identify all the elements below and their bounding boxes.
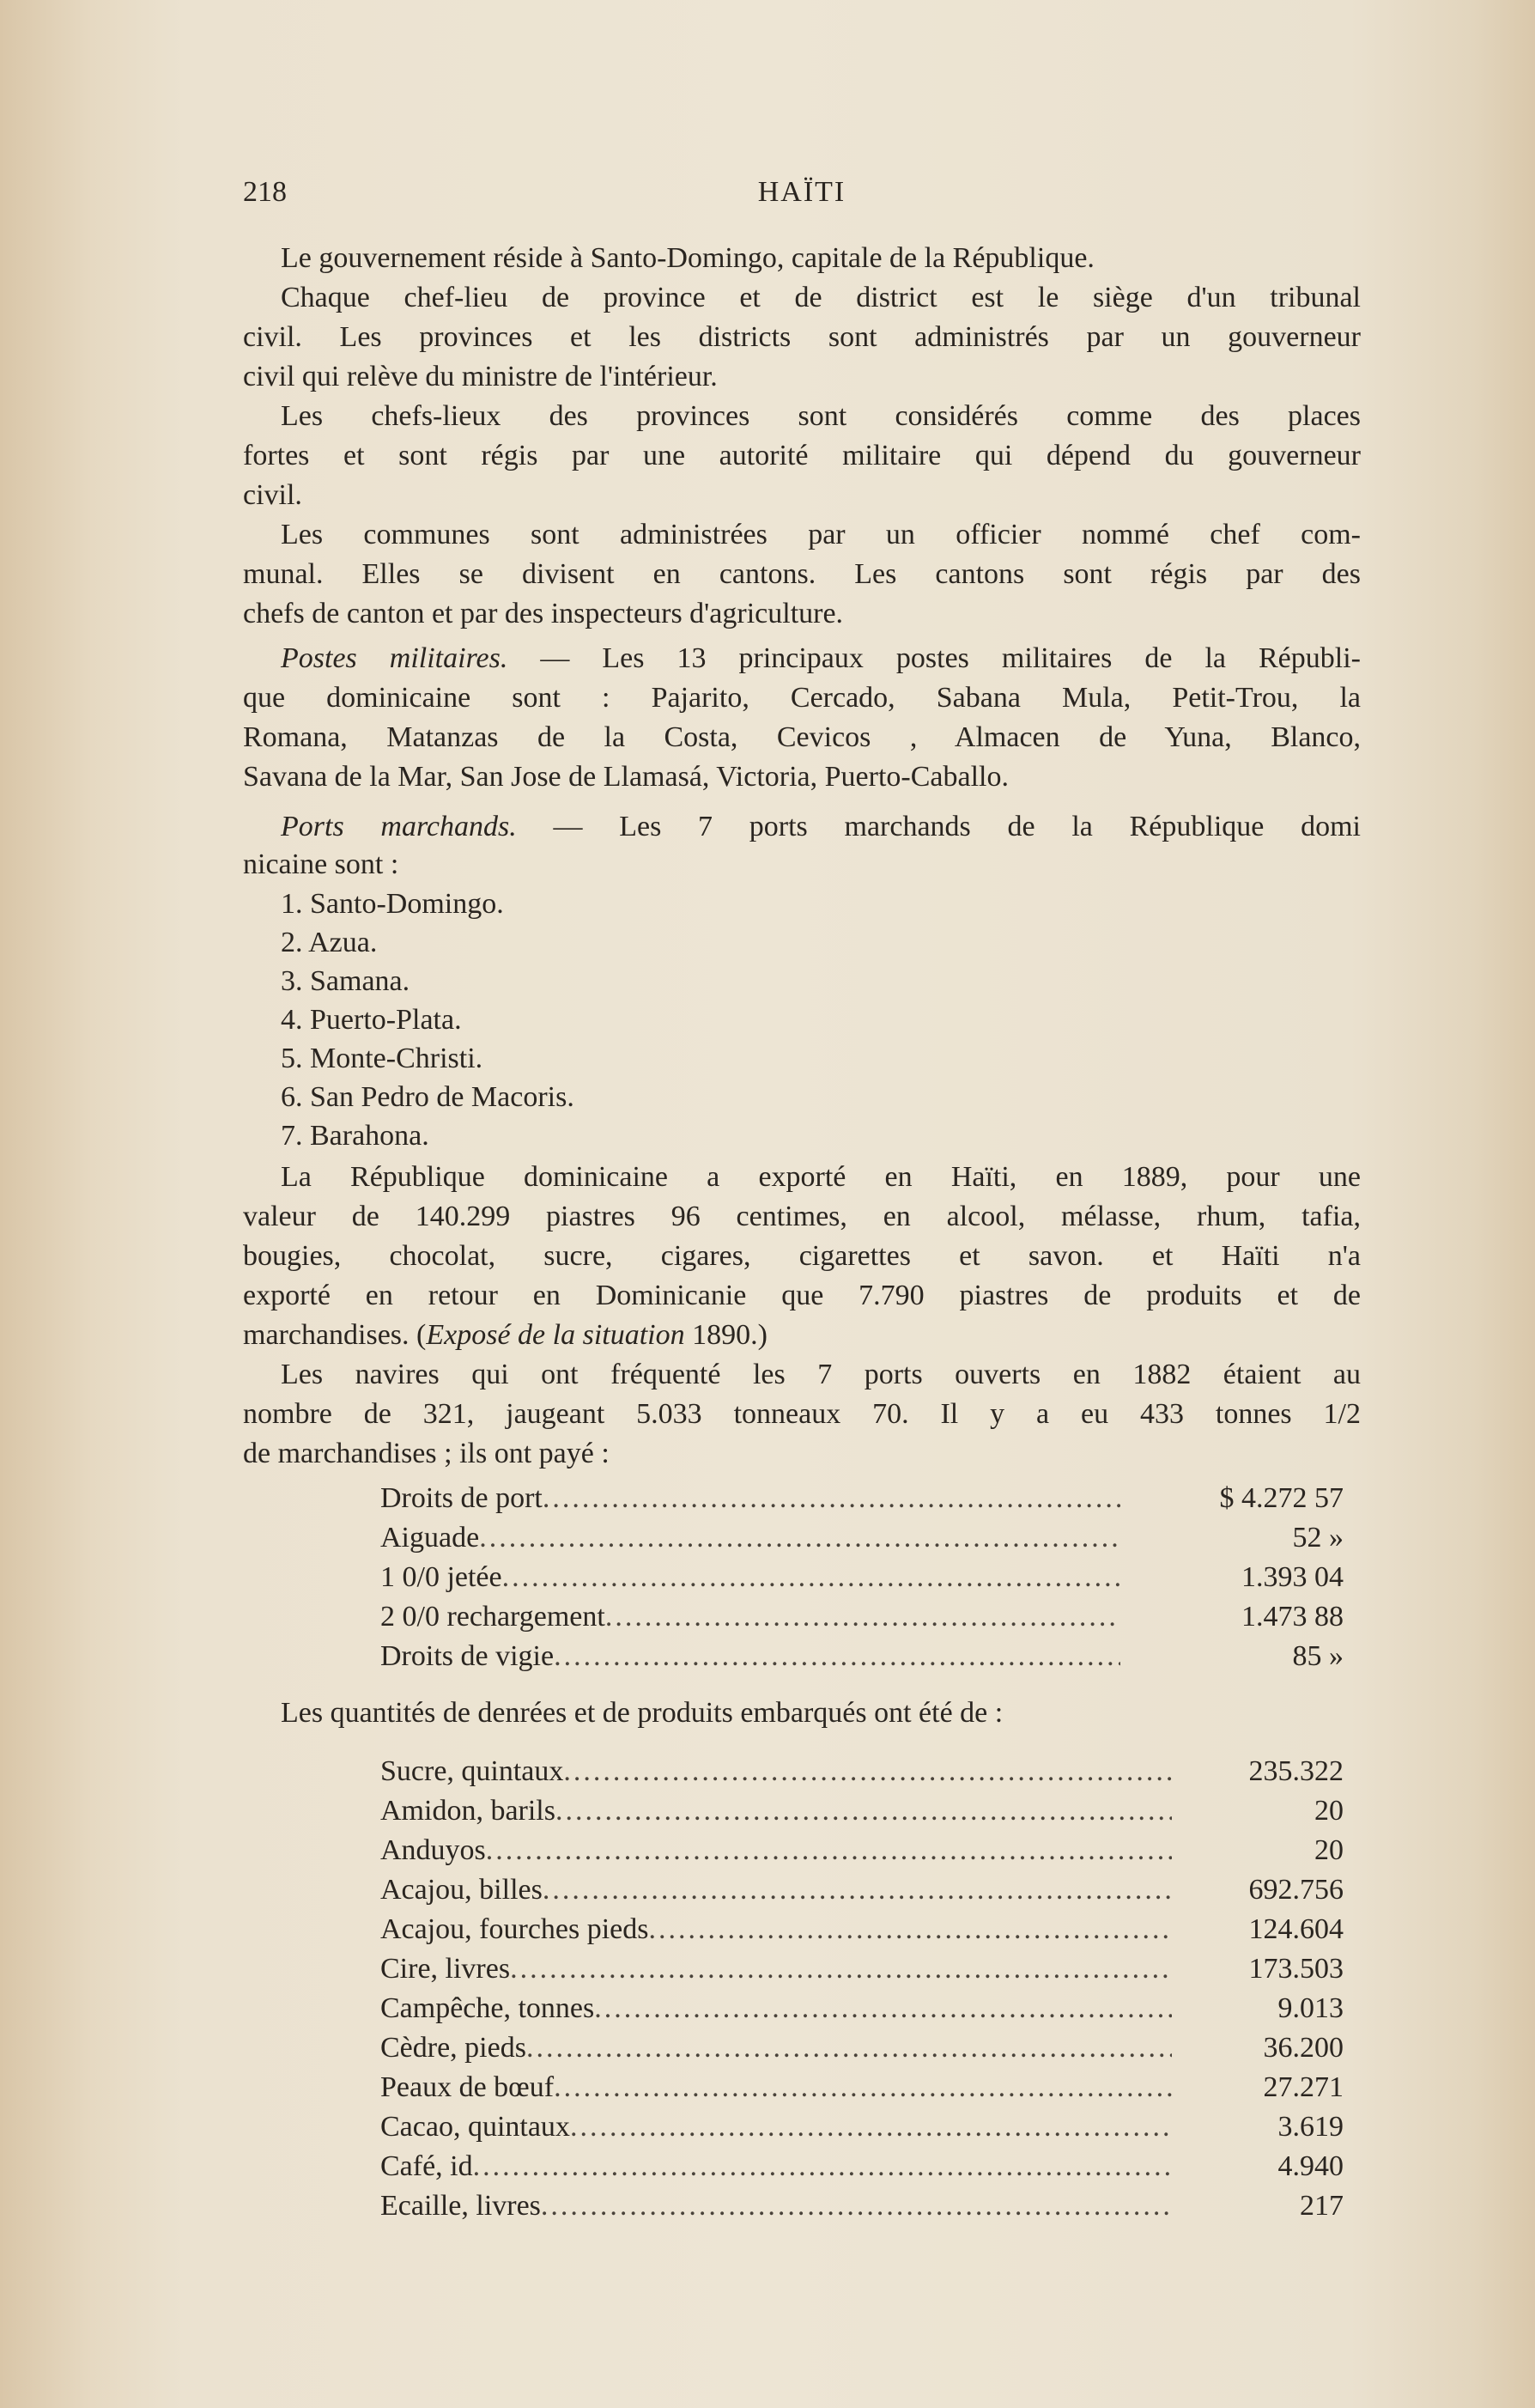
goods-row: Cèdre, pieds ..... 36.200 bbox=[380, 2028, 1344, 2068]
goods-row: Acajou, billes ..... 692.756 bbox=[380, 1870, 1344, 1910]
paragraph-line: fortes et sont régis par une autorité militaire qui dépend du gouverneur bbox=[243, 440, 1361, 471]
fees-row: 2 0/0 rechargement ..... 1.473 88 bbox=[380, 1597, 1344, 1637]
paragraph-line: Les quantités de denrées et de produits embarqués ont été de : bbox=[281, 1697, 1004, 1729]
dot-leader bbox=[570, 2107, 1172, 2147]
paragraph-line: Savana de la Mar, San Jose de Llamasá, Victoria, Puerto-Caballo. bbox=[243, 761, 1009, 793]
paragraph-line: valeur de 140.299 piastres 96 centimes, en alcool, mélasse, rhum, tafia, bbox=[243, 1201, 1361, 1232]
goods-row: Acajou, fourches pieds ..... 124.604 bbox=[380, 1910, 1344, 1949]
port-list-item: 7. Barahona. bbox=[281, 1120, 429, 1152]
goods-row: Cacao, quintaux ..... 3.619 bbox=[380, 2107, 1344, 2147]
fees-row: Aiguade ..... 52 » bbox=[380, 1518, 1344, 1558]
paragraph-line: nicaine sont : bbox=[243, 848, 399, 880]
port-list-item: 5. Monte-Christi. bbox=[281, 1043, 483, 1074]
paragraph-line: civil. bbox=[243, 479, 302, 511]
dot-leader bbox=[555, 1791, 1172, 1831]
paragraph-line: marchandises. (Exposé de la situation 1890.) bbox=[243, 1319, 768, 1351]
page-number: 218 bbox=[243, 176, 287, 208]
port-list-item: 1. Santo-Domingo. bbox=[281, 888, 504, 920]
goods-row: Sucre, quintaux ..... 235.322 bbox=[380, 1752, 1344, 1791]
dot-leader bbox=[594, 1989, 1172, 2028]
section-lead-merchant-ports: Ports marchands. bbox=[281, 811, 517, 842]
paragraph-line: exporté en retour en Dominicanie que 7.790 piastres de produits et de bbox=[243, 1280, 1361, 1311]
dot-leader bbox=[541, 2186, 1172, 2226]
section-lead-military-posts: Postes militaires. bbox=[281, 642, 508, 674]
goods-row: Campêche, tonnes ..... 9.013 bbox=[380, 1989, 1344, 2028]
paragraph-line: Postes militaires. — Les 13 principaux postes militaires de la Républi- bbox=[281, 642, 1361, 674]
paragraph-line: Romana, Matanzas de la Costa, Cevicos , Almacen de Yuna, Blanco, bbox=[243, 721, 1361, 753]
goods-row: Peaux de bœuf ..... 27.271 bbox=[380, 2068, 1344, 2107]
goods-row: Amidon, barils ..... 20 bbox=[380, 1791, 1344, 1831]
dot-leader bbox=[473, 2147, 1172, 2186]
source-citation: Exposé de la situation bbox=[426, 1319, 685, 1351]
paragraph-line: civil qui relève du ministre de l'intérieur. bbox=[243, 361, 718, 392]
dot-leader bbox=[543, 1870, 1172, 1910]
paragraph-line: Chaque chef-lieu de province et de district est le siège d'un tribunal bbox=[281, 282, 1361, 313]
port-list-item: 4. Puerto-Plata. bbox=[281, 1004, 462, 1036]
paragraph-line: munal. Elles se divisent en cantons. Les cantons sont régis par des bbox=[243, 558, 1361, 590]
fees-row: Droits de port ..... $ 4.272 57 bbox=[380, 1479, 1344, 1518]
dot-leader bbox=[510, 1949, 1172, 1989]
port-list-item: 3. Samana. bbox=[281, 965, 410, 997]
dot-leader bbox=[563, 1752, 1172, 1791]
port-list-item: 6. San Pedro de Macoris. bbox=[281, 1081, 574, 1113]
dot-leader bbox=[502, 1558, 1120, 1597]
dot-leader bbox=[543, 1479, 1120, 1518]
paragraph-line: La République dominicaine a exporté en Haïti, en 1889, pour une bbox=[281, 1161, 1361, 1193]
fees-row: Droits de vigie ..... 85 » bbox=[380, 1637, 1344, 1676]
dot-leader bbox=[526, 2028, 1172, 2068]
running-head: HAÏTI bbox=[757, 176, 846, 208]
paragraph-line: Le gouvernement réside à Santo-Domingo, capitale de la République. bbox=[281, 242, 1095, 274]
port-list-item: 2. Azua. bbox=[281, 927, 378, 958]
paragraph-line: Les chefs-lieux des provinces sont considérés comme des places bbox=[281, 400, 1361, 432]
goods-row: Cire, livres ..... 173.503 bbox=[380, 1949, 1344, 1989]
fees-row: 1 0/0 jetée ..... 1.393 04 bbox=[380, 1558, 1344, 1597]
paragraph-line: Ports marchands. — Les 7 ports marchands de la République domi bbox=[281, 811, 1361, 842]
paragraph-line: de marchandises ; ils ont payé : bbox=[243, 1438, 610, 1469]
paragraph-line: Les navires qui ont fréquenté les 7 ports ouverts en 1882 étaient au bbox=[281, 1359, 1361, 1390]
dot-leader bbox=[649, 1910, 1172, 1949]
page-header bbox=[243, 176, 1361, 219]
dot-leader bbox=[479, 1518, 1120, 1558]
goods-row: Ecaille, livres ..... 217 bbox=[380, 2186, 1344, 2226]
dot-leader bbox=[486, 1831, 1172, 1870]
goods-row: Café, id ..... 4.940 bbox=[380, 2147, 1344, 2186]
dot-leader bbox=[554, 2068, 1172, 2107]
paragraph-line: civil. Les provinces et les districts sont administrés par un gouverneur bbox=[243, 321, 1361, 353]
paragraph-line: bougies, chocolat, sucre, cigares, cigarettes et savon. et Haïti n'a bbox=[243, 1240, 1361, 1272]
paragraph-line: que dominicaine sont : Pajarito, Cercado, Sabana Mula, Petit-Trou, la bbox=[243, 682, 1361, 714]
dot-leader bbox=[554, 1637, 1120, 1676]
paragraph-line: Les communes sont administrées par un officier nommé chef com- bbox=[281, 519, 1361, 550]
dot-leader bbox=[605, 1597, 1120, 1637]
goods-row: Anduyos ..... 20 bbox=[380, 1831, 1344, 1870]
paragraph-line: nombre de 321, jaugeant 5.033 tonneaux 70. Il y a eu 433 tonnes 1/2 bbox=[243, 1398, 1361, 1430]
paragraph-line: chefs de canton et par des inspecteurs d'agriculture. bbox=[243, 598, 844, 629]
